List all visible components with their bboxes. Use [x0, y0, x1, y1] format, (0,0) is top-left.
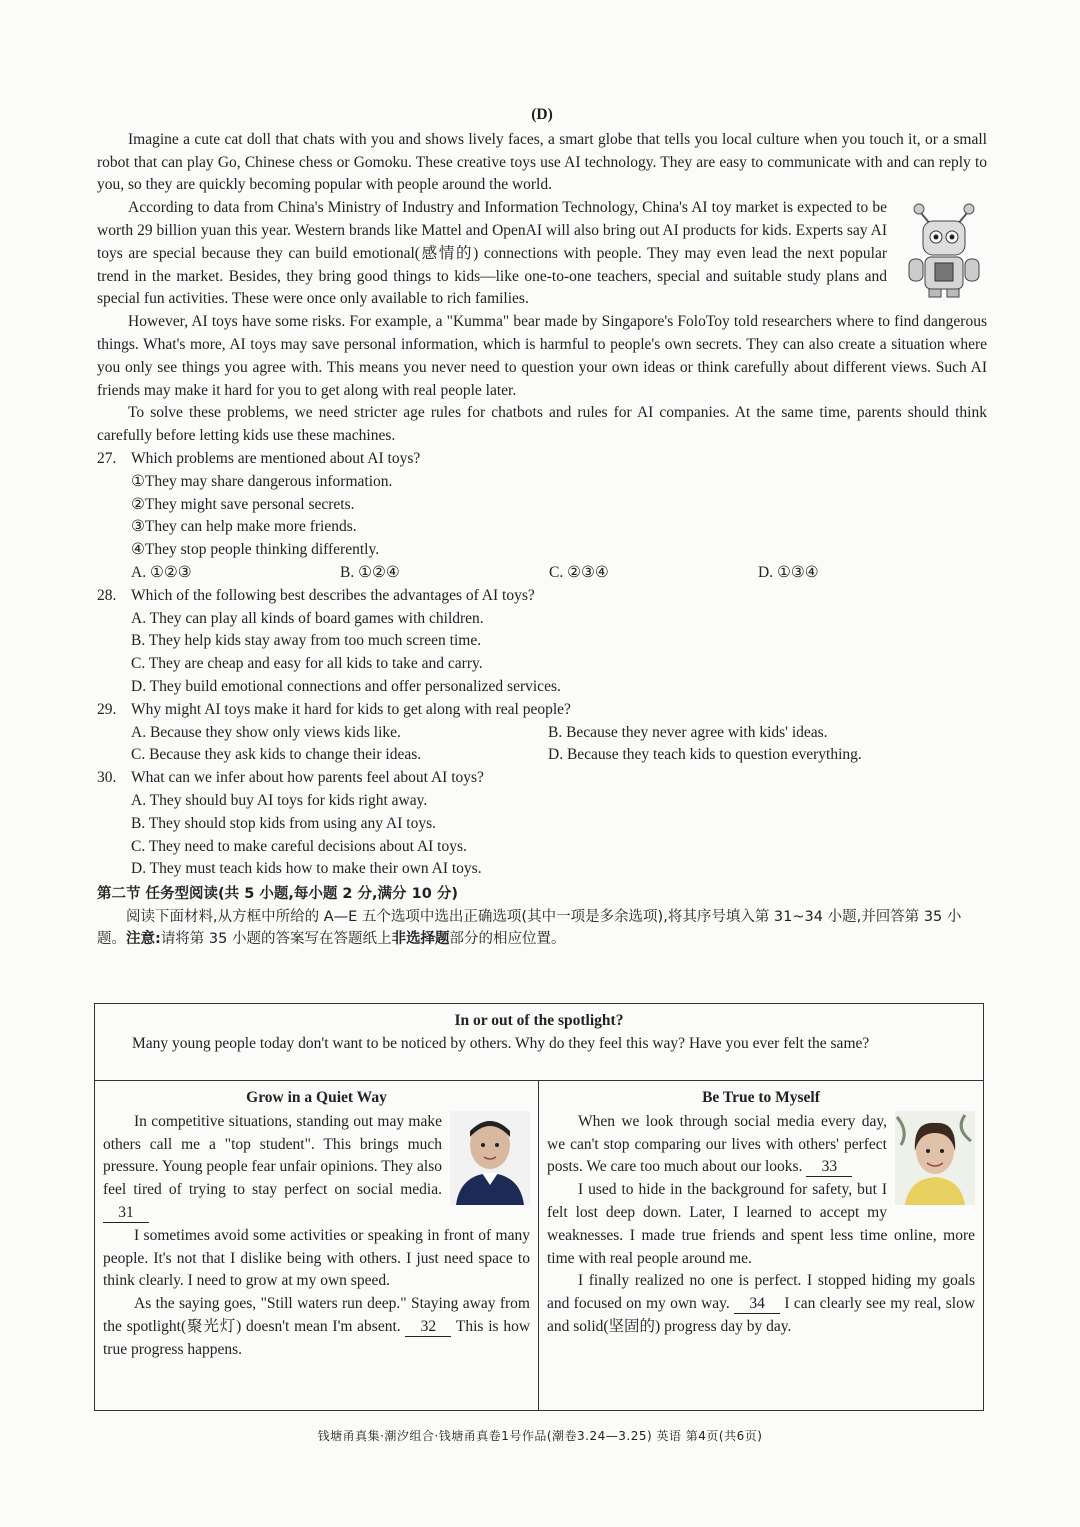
statement-item: ③They can help make more friends. [131, 518, 357, 536]
box-intro: Many young people today don't want to be noticed by others. Why do they feel this way? Have you ever felt the same? [132, 1034, 870, 1052]
blank-32[interactable]: 32 [405, 1318, 451, 1337]
right-paragraph-3 [547, 1270, 975, 1338]
passage-label: (D) [531, 106, 553, 123]
statement-item: ④They stop people thinking differently. [131, 541, 380, 559]
task-reading-box [94, 1003, 984, 1411]
passage-paragraph-3: However, AI toys have some risks. For example, a "Kumma" bear made by Singapore's FoloToy told researchers where to find dangerous things. What's more, AI toys may save personal information, which is harmful to people's own secrets. They can also create a situation where you only see things you agree with. This means you never need to question your own ideas or think carefully about different views. Such AI friends may make it hard for you to get along with real people later. [97, 313, 987, 399]
left-paragraph-3 [103, 1293, 530, 1361]
option-d[interactable]: D. They build emotional connections and offer personalized services. [131, 677, 561, 695]
question-number: 27. [97, 449, 117, 467]
blank-33[interactable]: 33 [806, 1158, 852, 1177]
option-c[interactable]: C. They are cheap and easy for all kids to take and carry. [131, 655, 483, 673]
robot-paragraph-wrap [97, 197, 987, 311]
answer-options-row-2 [131, 744, 987, 767]
instruction-text: 部分的相应位置。 [449, 931, 566, 948]
option-b[interactable]: B. They should stop kids from using any AI toys. [131, 814, 436, 832]
left-title: Grow in a Quiet Way [246, 1089, 387, 1106]
question-stem: Which problems are mentioned about AI toys? [131, 449, 421, 467]
section-2-title: 第二节 任务型阅读(共 5 小题,每小题 2 分,满分 10 分) [97, 886, 458, 903]
question-stem: What can we infer about how parents feel about AI toys? [131, 769, 484, 787]
statement-item: ①They may share dangerous information. [131, 472, 393, 490]
box-title: In or out of the spotlight? [454, 1012, 624, 1029]
page-content [97, 104, 987, 951]
right-paragraph-3-text: I finally realized no one is perfect. I stopped hiding my goals and focused on my own way. [547, 1272, 975, 1313]
robot-illustration-icon [901, 201, 987, 299]
option-a[interactable]: A. Because they show only views kids like. [131, 723, 401, 741]
question-number: 29. [97, 700, 117, 718]
answer-options-row-1 [131, 722, 987, 745]
question-28 [97, 585, 987, 699]
option-c[interactable]: C. Because they ask kids to change their ideas. [131, 746, 422, 764]
passage-paragraph-1: Imagine a cute cat doll that chats with you and shows lively faces, a smart globe that tells you local culture when you touch it, or a small robot that can play Go, Chinese chess or Gomoku. These creative toys use AI technology. They are easy to communicate with and can reply to you, so they are quickly becoming popular with people around the world. [97, 130, 987, 194]
left-paragraph-3-end: This is how true progress happens. [103, 1317, 531, 1358]
instruction-bold: 非选择题 [391, 931, 450, 948]
question-stem: Which of the following best describes the advantages of AI toys? [131, 586, 535, 604]
blank-31[interactable]: 31 [103, 1204, 149, 1223]
section-2-instruction [97, 906, 987, 951]
statement-item: ②They might save personal secrets. [131, 495, 355, 513]
option-d[interactable]: D. They must teach kids how to make their own AI toys. [131, 860, 482, 878]
right-paragraph-2: I used to hide in the background for safety, but I felt lost deep down. Later, I learned to accept my weaknesses. I made true friends and spent less time online, more time with real people around me. [547, 1181, 975, 1267]
question-30 [97, 767, 987, 881]
question-27 [97, 448, 987, 585]
left-paragraph-2: I sometimes avoid some activities or speaking in front of many people. It's not that I dislike being with others. I just need space to think clearly. I need to grow at my own speed. [103, 1226, 530, 1290]
note-label: 注意: [126, 931, 161, 948]
question-number: 30. [97, 769, 117, 787]
girl-photo-icon [895, 1111, 975, 1205]
question-stem: Why might AI toys make it hard for kids to get along with real people? [131, 700, 571, 718]
box-header [95, 1004, 983, 1081]
option-a[interactable]: A. They can play all kinds of board games with children. [131, 609, 484, 627]
left-paragraph-3-text: As the saying goes, "Still waters run deep." Staying away from the spotlight(聚光灯) doesn't mean I'm absent. [103, 1295, 530, 1335]
passage-paragraph-4: To solve these problems, we need stricter age rules for chatbots and rules for AI companies. At the same time, parents should think carefully before letting kids use these machines. [97, 404, 987, 445]
left-column [95, 1081, 539, 1410]
instruction-text: 请将第 35 小题的答案写在答题纸上 [160, 931, 392, 948]
page-footer: 钱塘甬真集·潮汐组合·钱塘甬真卷1号作品(潮卷3.24—3.25) 英语 第4页(共6页) [317, 1429, 763, 1443]
left-paragraph-1-text: In competitive situations, standing out may make others call me a "top student". This brings much pressure. Young people fear unfair opinions. They also feel tired of trying to stay perfect on social media. [103, 1112, 442, 1199]
box-columns [95, 1081, 983, 1410]
option-b[interactable]: B. Because they never agree with kids' ideas. [548, 723, 828, 741]
boy-photo-icon [450, 1111, 530, 1205]
option-d[interactable]: D. ①③④ [758, 563, 819, 581]
instruction-text: 阅读下面材料,从方框中所给的 A—E 五个选项中选出正确选项(其中一项是多余选项),将其序号填入第 31~34 小题,并回答第 35 小题。 [97, 908, 962, 948]
option-c[interactable]: C. They need to make careful decisions about AI toys. [131, 837, 467, 855]
option-b[interactable]: B. ①②④ [340, 563, 400, 581]
option-a[interactable]: A. They should buy AI toys for kids right away. [131, 791, 428, 809]
answer-options [131, 562, 987, 585]
right-paragraph-3-end: I can clearly see my real, slow and solid(坚固的) progress day by day. [547, 1295, 976, 1335]
right-column [539, 1081, 983, 1410]
question-29 [97, 699, 987, 767]
option-c[interactable]: C. ②③④ [549, 563, 609, 581]
question-number: 28. [97, 586, 117, 604]
right-title: Be True to Myself [702, 1089, 820, 1106]
option-a[interactable]: A. ①②③ [131, 563, 192, 581]
option-b[interactable]: B. They help kids stay away from too much screen time. [131, 632, 482, 650]
passage-paragraph-2: According to data from China's Ministry of Industry and Information Technology, China's AI toy market is expected to be worth 29 billion yuan this year. Western brands like Mattel and OpenAI will also bring out AI products for kids. Experts say AI toys are special because they can build emotional(感情的) connections with people. They may even lead the next popular trend in the market. Besides, they bring good things to kids—like one-to-one teachers, special and suitable study plans and special fun activities. These were once only available to rich families. [97, 199, 887, 308]
option-d[interactable]: D. Because they teach kids to question everything. [548, 746, 862, 764]
blank-34[interactable]: 34 [734, 1295, 780, 1314]
right-paragraph-1-text: When we look through social media every day, we can't stop comparing our lives with others' perfect posts. We care too much about our looks. [547, 1112, 887, 1176]
